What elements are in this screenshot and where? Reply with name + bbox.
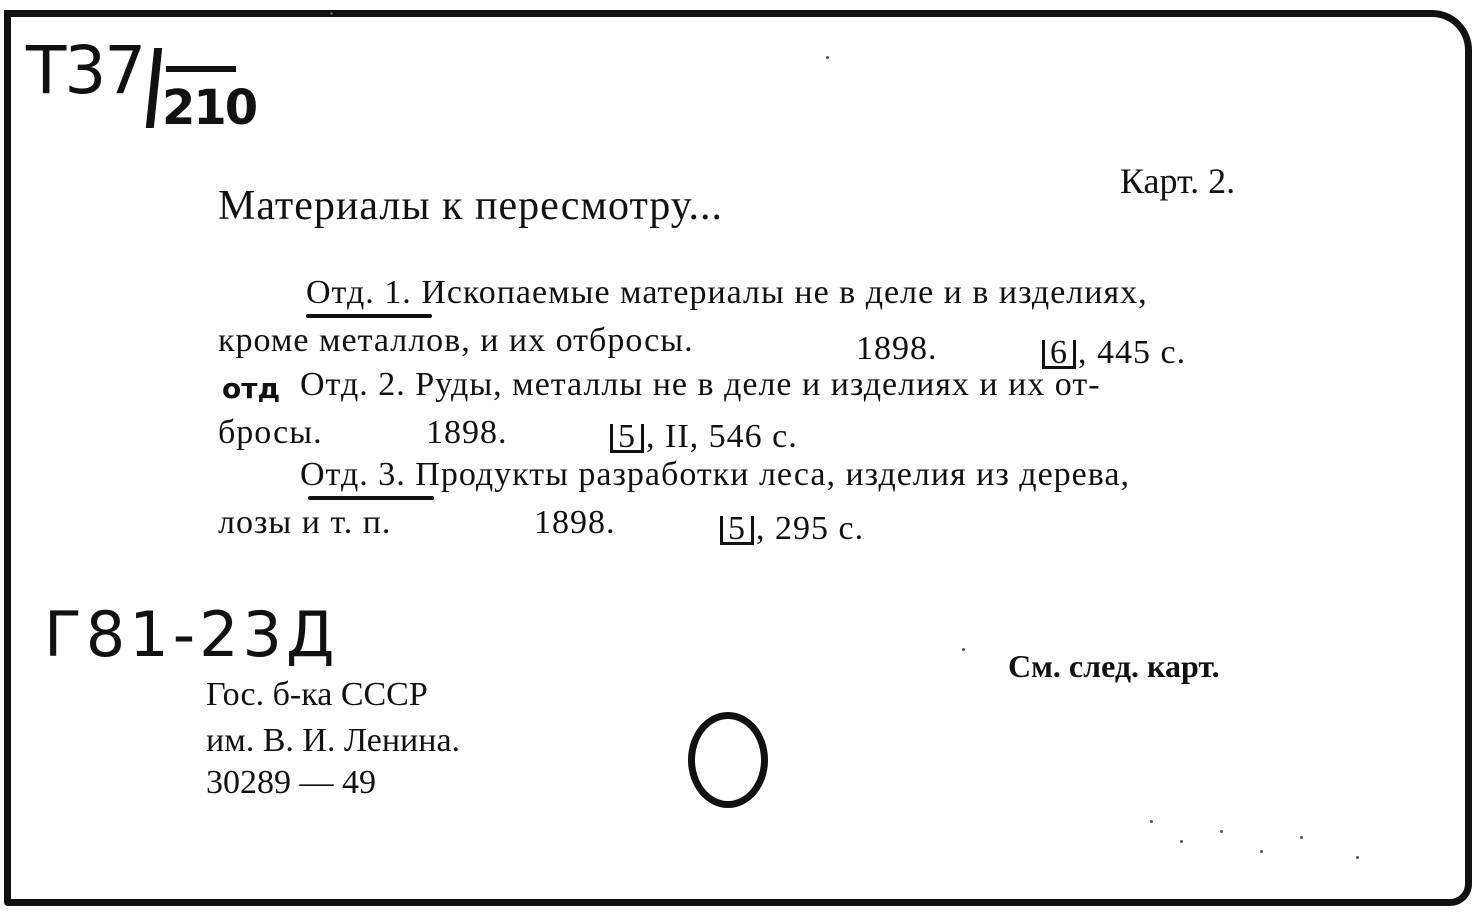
scan-speck xyxy=(1220,830,1223,833)
scan-speck xyxy=(1150,820,1153,823)
section-1-text-1: Ископаемые материалы не в деле и в изделиях, xyxy=(421,274,1148,311)
scan-speck xyxy=(1356,856,1359,859)
card-title: Материалы к пересмотру... xyxy=(218,183,724,229)
section-3-volume xyxy=(718,510,864,548)
see-next-card: См. след. карт. xyxy=(1008,648,1220,684)
library-line-3: 30289 — 49 xyxy=(206,764,376,801)
scan-speck xyxy=(330,12,333,15)
section-2-year: 1898. xyxy=(426,414,508,451)
scan-speck xyxy=(1300,836,1303,839)
punch-hole xyxy=(688,712,768,808)
margin-mark: отд xyxy=(222,372,281,405)
scan-speck xyxy=(1180,840,1183,843)
section-2-text-2: бросы. xyxy=(218,414,323,451)
scan-speck xyxy=(1260,850,1263,853)
shelfmark-top-right: 210 xyxy=(162,80,257,136)
section-3-volume-number: 5 xyxy=(720,516,754,545)
shelfmark-top-left: Т37 xyxy=(26,32,145,109)
section-3-year: 1898. xyxy=(534,504,616,541)
section-3-label: Отд. 3. xyxy=(300,456,406,493)
section-3-underline xyxy=(308,496,434,500)
card-number: Карт. 2. xyxy=(1120,161,1236,201)
section-2-pages: , II, 546 с. xyxy=(646,418,798,455)
section-3-pages: , 295 с. xyxy=(756,510,865,547)
scan-speck xyxy=(826,56,829,59)
shelfmark-bottom: Г81-23Д xyxy=(44,598,339,671)
section-3-text-2: лозы и т. п. xyxy=(218,504,392,541)
section-2-volume xyxy=(608,418,798,456)
scan-speck xyxy=(962,648,965,651)
section-1-label: Отд. 1. xyxy=(306,274,412,311)
section-2-label: Отд. 2. xyxy=(300,366,406,403)
library-line-2: им. В. И. Ленина. xyxy=(206,722,461,759)
section-1-pages: , 445 с. xyxy=(1078,334,1187,371)
library-line-1: Гос. б-ка СССР xyxy=(206,676,428,713)
section-2-volume-number: 5 xyxy=(610,424,644,453)
section-1-year: 1898. xyxy=(856,330,938,367)
section-1-volume-number: 6 xyxy=(1042,340,1076,369)
section-1-text-2: кроме металлов, и их отбросы. xyxy=(218,322,694,359)
section-1-underline xyxy=(306,314,432,318)
shelfmark-fraction-bar xyxy=(166,66,236,72)
section-2-line-1 xyxy=(300,366,1101,404)
section-1-line-1 xyxy=(306,274,1148,312)
section-3-line-1 xyxy=(300,456,1130,494)
section-3-text-1: Продукты разработки леса, изделия из дерева, xyxy=(415,456,1130,493)
section-2-text-1: Руды, металлы не в деле и изделиях и их от- xyxy=(415,366,1101,403)
